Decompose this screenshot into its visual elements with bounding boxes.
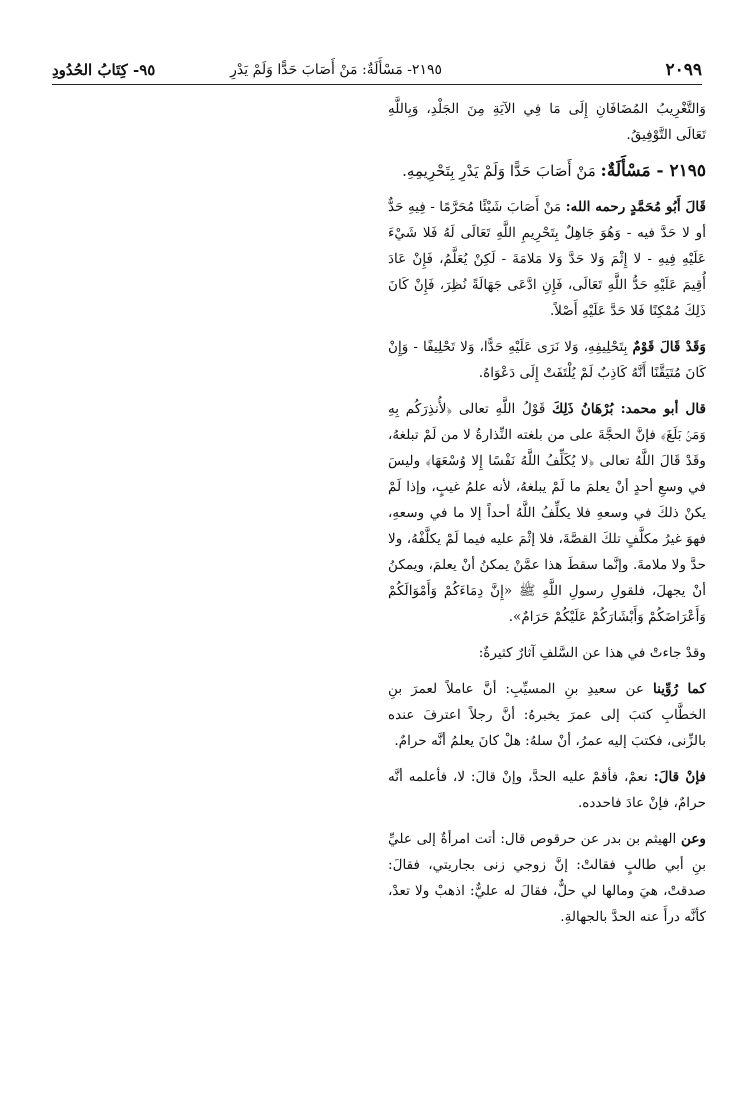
page-body: [388, 96, 706, 1096]
issue-title: مَنْ أَصَابَ حَدًّا وَلَمْ يَدْرِ بِتَحْرِيمِهِ.: [402, 162, 596, 180]
paragraph-text: قَوْلُ اللَّهِ تعالى ﴿لأُنذِرَكُم بِهِ وَمَنۢ بَلَغَ﴾ فإنَّ الحجَّةَ على من بلغته النِّذارةُ لا من لَمْ تبلغهُ، وقَدْ قَالَ اللَّهُ تعالى ﴿لا يُكَلِّفُ اللَّهُ نَفْسًا إِلا وُسْعَهَا﴾ وليسَ في وسعِ أحدٍ أنْ يعلمَ ما لَمْ يبلغهُ، لأنه علمُ غيبٍ، وإذا لَمْ يكنْ ذلكَ في وسعهِ فلا يكلِّفُ اللَّهُ أحداً إلا ما في وسعهِ، فهوَ غيرُ مكلَّفٍ تلكَ القصَّةَ، فلا إثْمَ عليه فيما لَمْ يكلَّفْهُ، ولا حدَّ ولا ملامةَ. وإنَّما سقطَ هذا عمَّنْ يمكنُ أنْ يعلمَ، ويمكنُ أنْ يجهلَ، فلقولِ رسولِ اللَّهِ ﷺ «إِنَّ دِمَاءَكُمْ وَأَمْوَالَكُمْ وَأَعْرَاضَكُمْ وَأَبْشَارَكُمْ عَلَيْكُمْ حَرَامٌ».: [388, 401, 706, 625]
paragraph: [388, 96, 706, 148]
book-title: ٩٥- كِتَابُ الحُدُودِ: [52, 61, 156, 79]
paragraph-text: مَنْ أَصَابَ شَيْئًا مُحَرَّمًا - فِيهِ حَدٌّ أو لا حَدَّ فيه - وَهُوَ جَاهِلٌ بِتَحْرِيمِ اللَّهِ تَعَالَى لَهُ فَلا شَيْءَ عَلَيْهِ فِيهِ - لا إِثْمَ وَلا حَدَّ وَلا مَلامَةَ - لَكِنْ يُعَلَّمُ، فَإِنْ عَادَ أُقِيمَ عَلَيْهِ حَدُّ اللَّهِ تَعَالَى، فَإِنِ ادَّعَى جَهَالَةً نُظِرَ، فَإِنْ كَانَ ذَلِكَ مُمْكِنًا فَلا حَدَّ عَلَيْهِ أَصْلاً.: [388, 199, 706, 319]
paragraph-text: عن سعيدِ بنِ المسيِّبِ: أنَّ عاملاً لعمرَ بنِ الخطَّابِ كتبَ إلى عمرَ يخبرهُ: أنَّ رجلاً اعترفَ عنده بالزِّنى، فكتبَ إليه عمرُ، أنْ سلهُ: هلْ كانَ يعلمُ أنَّه حرامٌ.: [388, 681, 706, 749]
paragraph: [388, 676, 706, 754]
paragraph-text: وَالتَّغْرِيبُ المُضَافَانِ إِلَى مَا فِي الآيَةِ مِنَ الجَلْدِ، وَبِاللَّهِ تَعَالَى التَّوْفِيقُ.: [388, 101, 706, 143]
paragraph: [388, 640, 706, 666]
issue-heading: [388, 158, 706, 184]
issue-number: ٢١٩٥ - مَسْأَلَةٌ:: [600, 161, 706, 181]
paragraph-text: الهيثم بن بدر عن حرقوص قال: أتت امرأةٌ إلى عليِّ بنِ أبي طالبٍ فقالتْ: إنَّ زوجي زنى بجاريتي، فقالَ: صدقتْ، هيَ ومالها لي حلٌّ، فقالَ له عليٌّ: اذهبْ ولا تعدْ، كأنَّه درأَ عنه الحدَّ بالجهالةِ.: [388, 831, 706, 925]
paragraph-lead: كما رُوِّينا: [652, 681, 706, 697]
paragraph: [388, 764, 706, 816]
paragraph-lead: وعن: [680, 831, 706, 847]
paragraph-text: نعمْ، فأقمْ عليه الحدَّ، وإنْ قالَ: لا، فأعلمه أنَّه حرامٌ، فإنْ عادَ فاحدده.: [388, 769, 706, 811]
paragraph: [388, 826, 706, 930]
paragraph: [388, 334, 706, 386]
paragraph-text: بِتَحْلِيفِهِ، وَلا نَرَى عَلَيْهِ حَدًّا، وَلا تَحْلِيفًا - وَإِنْ كَانَ مُتَيَقَّنًا أَنَّهُ كَاذِبٌ لَمْ يُلْتَفَتْ إِلَى دَعْوَاهُ.: [388, 339, 706, 381]
paragraph: [388, 396, 706, 630]
paragraph-lead: وَقَدْ قَالَ قَوْمٌ: [632, 339, 706, 355]
page-number: ٢٠٩٩: [665, 60, 702, 80]
paragraph-lead: فإنْ قالَ:: [653, 769, 706, 785]
page-header: [52, 58, 702, 85]
paragraph-lead: قال أبو محمد: بُرْهَانُ ذَلِكَ: [552, 401, 706, 417]
paragraph-text: وقدْ جاءتْ في هذا عن السَّلفِ آثارٌ كثيرةٌ:: [478, 645, 706, 661]
paragraph-lead: قَالَ أَبُو مُحَمَّدٍ رحمه الله:: [565, 199, 706, 215]
paragraph: [388, 194, 706, 324]
running-title: ٢١٩٥- مَسْأَلَةٌ: مَنْ أَصَابَ حَدًّا وَلَمْ يَدْرِ: [230, 62, 442, 78]
